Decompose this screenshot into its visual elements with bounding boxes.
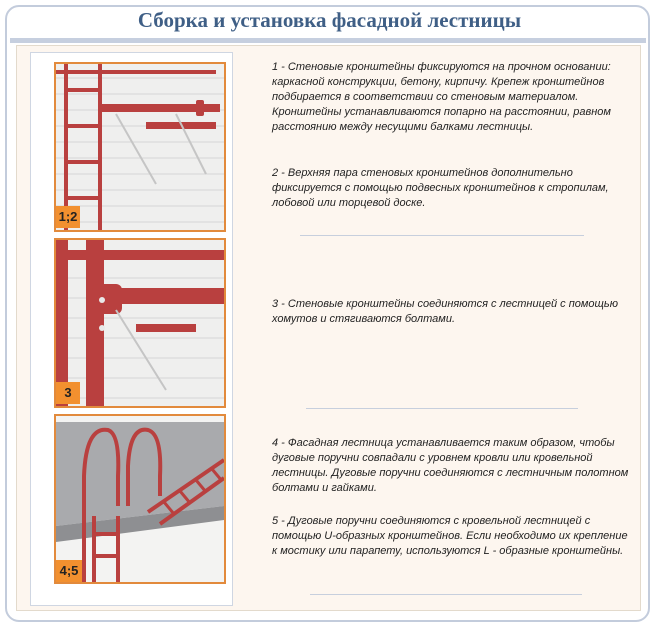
step-2-text: 2 - Верхняя пара стеновых кронштейнов дополнительно фиксируется с помощью подвесных кронштейнов к стропилам, лобовой или торцевой доске. xyxy=(272,167,609,209)
page-title: Сборка и установка фасадной лестницы xyxy=(137,8,522,32)
step-badge: 1;2 xyxy=(56,206,80,228)
step-4-text: 4 - Фасадная лестница устанавливается таким образом, чтобы дуговые поручни совпадали с уровнем кровли или кровельной лестницы. Дуговые поручни соединяются с лестничным полотном болтами и гайками. xyxy=(272,437,629,494)
title-divider xyxy=(10,38,646,43)
step-5-text: 5 - Дуговые поручни соединяются с кровельной лестницей с помощью U-образных кронштейнов. Если необходимо их крепление к мостику или парапету, используются L - образные кронштейны. xyxy=(272,515,628,557)
step-1-text: 1 - Стеновые кронштейны фиксируются на прочном основании: каркасной конструкции, бетону, кирпичу. Крепеж кронштейнов подбирается в соответствии со стеновым материалом. Кронштейны устанавливаются попарно на расстоянии, равном расстоянию между несущими балками лестницы. xyxy=(272,61,611,133)
divider xyxy=(310,594,582,595)
divider xyxy=(300,235,584,236)
photo-roof-handrails xyxy=(54,414,226,584)
step-badge: 3 xyxy=(56,382,80,404)
step-badge: 4;5 xyxy=(56,560,82,582)
step-3-text: 3 - Стеновые кронштейны соединяются с лестницей с помощью хомутов и стягиваются болтами. xyxy=(272,298,618,325)
divider xyxy=(306,408,578,409)
